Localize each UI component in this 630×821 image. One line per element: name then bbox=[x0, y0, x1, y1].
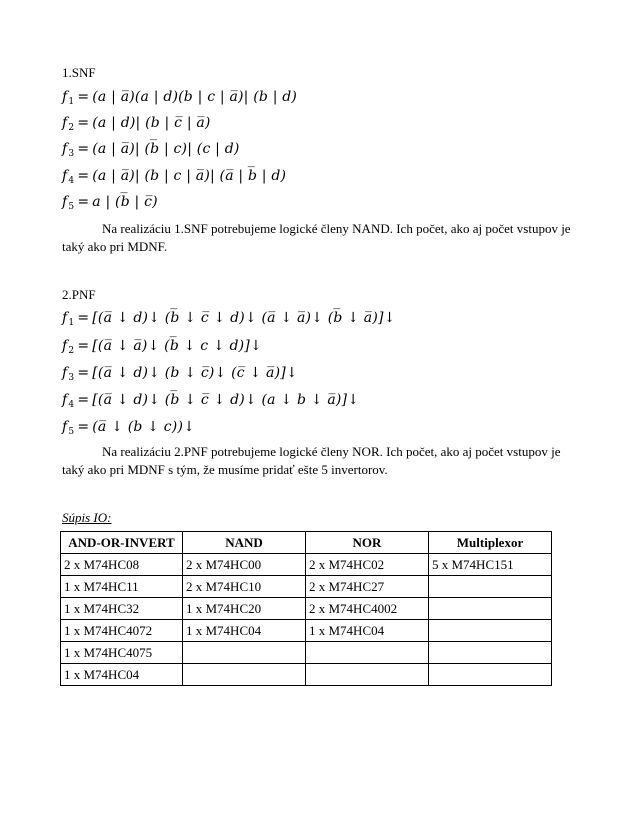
io-table bbox=[60, 531, 552, 686]
column-header: NOR bbox=[306, 532, 429, 554]
snf-equation-1: $f_1 = (a$ | a̅)(a | d)(b | c | a̅)| (b | d) bbox=[62, 89, 298, 107]
table-cell: 2 x M74HC08 bbox=[61, 554, 183, 576]
table-cell: 2 x M74HC00 bbox=[183, 554, 306, 576]
equation-expression: (a | d)| (b | c̅ | a̅) bbox=[92, 115, 211, 131]
function-subscript: 1 bbox=[68, 97, 75, 107]
table-row bbox=[61, 620, 552, 642]
table-row bbox=[61, 642, 552, 664]
pnf-equation-2: $f_2$ = [(a̅ ↓ a̅)↓ (b̅ ↓ c ↓ d)]↓ bbox=[62, 338, 262, 356]
pnf-equation-4: $f_4$ = [(a̅ ↓ d)↓ (b̅ ↓ c̅ ↓ d)↓ (a ↓ b ↓ a̅)]↓ bbox=[62, 392, 360, 410]
column-header: NAND bbox=[183, 532, 306, 554]
table-cell bbox=[429, 642, 552, 664]
function-subscript: 2 bbox=[68, 123, 75, 133]
table-cell: 5 x M74HC151 bbox=[429, 554, 552, 576]
equation-expression: a | (b̅ | c̅) bbox=[92, 194, 158, 210]
equation-expression: [(a̅ ↓ d)↓ (b̅ ↓ c̅ ↓ d)↓ (a ↓ b ↓ a̅)]↓ bbox=[92, 392, 360, 408]
function-name: f bbox=[62, 392, 68, 408]
table-cell: 2 x M74HC4002 bbox=[306, 598, 429, 620]
equation-expression: [(a̅ ↓ d)↓ (b ↓ c̅)↓ (c̅ ↓ a̅)]↓ bbox=[92, 365, 298, 381]
pnf-paragraph: Na realizáciu 2.PNF potrebujeme logické členy NOR. Ich počet, ako aj počet vstupov je taký ako pri MDNF s tým, že musíme pridať ešte 5 invertorov. bbox=[62, 444, 561, 477]
function-subscript: 2 bbox=[68, 346, 75, 356]
function-name: f bbox=[62, 310, 68, 326]
equation-expression: (a | a̅)| (b̅ | c)| (c | d) bbox=[92, 141, 240, 157]
function-subscript: 1 bbox=[68, 318, 75, 328]
function-name: f bbox=[62, 365, 68, 381]
equation-expression: [(a̅ ↓ d)↓ (b̅ ↓ c̅ ↓ d)↓ (a̅ ↓ a̅)↓ (b̅ ↓ a̅)]↓ bbox=[92, 310, 396, 326]
table-cell: 2 x M74HC10 bbox=[183, 576, 306, 598]
table-cell bbox=[306, 664, 429, 686]
table-cell: 1 x M74HC04 bbox=[183, 620, 306, 642]
snf-equation-3: $f_3 = (a$ | a̅)| (b̅ | c)| (c | d) bbox=[62, 141, 240, 159]
table-cell: 1 x M74HC04 bbox=[306, 620, 429, 642]
function-subscript: 5 bbox=[68, 427, 75, 437]
table-cell: 1 x M74HC4072 bbox=[61, 620, 183, 642]
function-name: f bbox=[62, 89, 68, 105]
table-cell: 1 x M74HC4075 bbox=[61, 642, 183, 664]
pnf-equation-5: $f_5$ = (a̅ ↓ (b ↓ c))↓ bbox=[62, 419, 196, 437]
function-subscript: 3 bbox=[68, 149, 75, 159]
table-header-row bbox=[61, 532, 552, 554]
table-row bbox=[61, 554, 552, 576]
function-name: f bbox=[62, 115, 68, 131]
equation-expression: (a | a̅)(a | d)(b | c | a̅)| (b | d) bbox=[92, 89, 298, 105]
column-header: Multiplexor bbox=[429, 532, 552, 554]
table-cell bbox=[429, 620, 552, 642]
table-cell bbox=[429, 664, 552, 686]
table-cell: 1 x M74HC20 bbox=[183, 598, 306, 620]
function-subscript: 4 bbox=[68, 400, 75, 410]
table-row bbox=[61, 664, 552, 686]
table-cell bbox=[183, 642, 306, 664]
table-cell: 2 x M74HC27 bbox=[306, 576, 429, 598]
table-cell: 2 x M74HC02 bbox=[306, 554, 429, 576]
snf-heading: 1.SNF bbox=[62, 65, 96, 80]
function-name: f bbox=[62, 338, 68, 354]
function-name: f bbox=[62, 419, 68, 435]
function-subscript: 4 bbox=[68, 176, 75, 186]
table-cell bbox=[183, 664, 306, 686]
function-subscript: 3 bbox=[68, 373, 75, 383]
column-header: AND-OR-INVERT bbox=[61, 532, 183, 554]
table-cell bbox=[306, 642, 429, 664]
pnf-equation-1: $f_1$ = [(a̅ ↓ d)↓ (b̅ ↓ c̅ ↓ d)↓ (a̅ ↓ a̅)↓ (b̅ ↓ a̅)]↓ bbox=[62, 310, 396, 328]
pnf-equation-3: $f_3$ = [(a̅ ↓ d)↓ (b ↓ c̅)↓ (c̅ ↓ a̅)]↓ bbox=[62, 365, 298, 383]
table-cell bbox=[429, 576, 552, 598]
equation-expression: (a | a̅)| (b | c | a̅)| (a̅ | b̅ | d) bbox=[92, 168, 287, 184]
equation-expression: (a̅ ↓ (b ↓ c))↓ bbox=[92, 419, 196, 435]
snf-equation-5: $f_5 = a$ | (b̅ | c̅) bbox=[62, 194, 158, 212]
function-name: f bbox=[62, 194, 68, 210]
table-cell bbox=[429, 598, 552, 620]
equation-expression: [(a̅ ↓ a̅)↓ (b̅ ↓ c ↓ d)]↓ bbox=[92, 338, 262, 354]
function-name: f bbox=[62, 141, 68, 157]
table-row bbox=[61, 576, 552, 598]
table-cell: 1 x M74HC11 bbox=[61, 576, 183, 598]
snf-equation-4: $f_4 = (a$ | a̅)| (b | c | a̅)| (a̅ | b̅ | d) bbox=[62, 168, 287, 186]
function-name: f bbox=[62, 168, 68, 184]
io-list-heading: Súpis IO: bbox=[62, 510, 112, 525]
table-cell: 1 x M74HC32 bbox=[61, 598, 183, 620]
snf-equation-2: $f_2 = (a$ | d)| (b | c̅ | a̅) bbox=[62, 115, 211, 133]
function-subscript: 5 bbox=[68, 202, 75, 212]
snf-paragraph: Na realizáciu 1.SNF potrebujeme logické členy NAND. Ich počet, ako aj počet vstupov je taký ako pri MDNF. bbox=[62, 221, 571, 254]
table-cell: 1 x M74HC04 bbox=[61, 664, 183, 686]
pnf-heading: 2.PNF bbox=[62, 287, 96, 302]
table-row bbox=[61, 598, 552, 620]
